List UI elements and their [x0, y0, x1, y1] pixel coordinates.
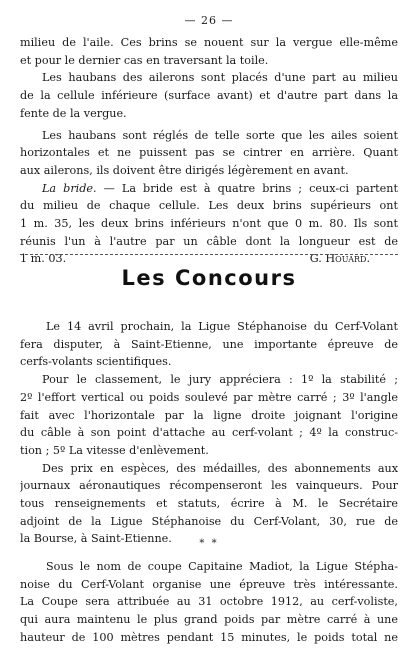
text-line: 2º l'effort vertical ou poids soulevé par mètre carré ; 3º l'angle — [20, 390, 398, 404]
section-divider — [20, 254, 398, 255]
text-line: horizontales et ne puissent pas se cintrer en arrière. Quant — [20, 146, 398, 160]
text-line: fente de la vergue. — [20, 106, 127, 120]
text-line: Les haubans des ailerons sont placés d'une part au milieu — [42, 71, 398, 85]
text-line: milieu de l'aile. Ces brins se nouent sur la vergue elle-même — [20, 36, 398, 49]
text-line: adjoint de la Ligue Stéphanoise du Cerf-Volant, 30, rue de — [20, 514, 398, 528]
bride-length: 1 m. 03. — [20, 252, 67, 266]
text-line: qui aura maintenu le plus grand poids par mètre carré à une — [20, 613, 398, 627]
text-line: La Coupe sera attribuée au 31 octobre 1912, au cerf-voliste, — [20, 595, 398, 609]
text-line: Des prix en espèces, des médailles, des abonnements aux — [42, 461, 398, 475]
subheading-la-bride: La bride. — [42, 181, 97, 195]
separator-stars: * * — [199, 538, 219, 549]
text-line: hauteur de 100 mètres pendant 15 minutes, le poids total ne — [20, 630, 398, 644]
text-line: du milieu de chaque cellule. Les deux brins supérieurs ont — [20, 199, 398, 213]
text-line: fait avec l'horizontale par la ligne droite joignant l'origine — [20, 408, 398, 422]
text-line: la Bourse, à Saint-Etienne. — [20, 532, 172, 546]
text-line: Le 14 avril prochain, la Ligue Stéphanoise du Cerf-Volant — [46, 320, 398, 333]
text-line: et pour le dernier cas en traversant la toile. — [20, 53, 269, 67]
text-line: tous renseignements et statuts, écrire à M. le Secrétaire — [20, 497, 398, 511]
text-line: de la cellule inférieure (surface avant) et d'autre part dans la — [20, 89, 398, 103]
concours-article — [20, 318, 398, 548]
text-line: aux ailerons, ils doivent être dirigés légèrement en avant. — [20, 163, 349, 177]
text-line: tion ; 5º La vitesse d'enlèvement. — [20, 443, 209, 457]
section-title: Les Concours — [121, 266, 297, 290]
text-line: Pour le classement, le jury appréciera : 1º la stabilité ; — [42, 373, 398, 387]
text-line: Les haubans sont réglés de telle sorte que les ailes soient — [42, 128, 398, 142]
author-signature: G. Houard. — [309, 252, 370, 266]
coupe-article — [20, 558, 398, 647]
text-line: du câble à son point d'attache au cerf-volant ; 4º la construc- — [20, 426, 398, 440]
text-line: noise du Cerf-Volant organise une épreuve très intéressante. — [20, 577, 398, 591]
text-line: Sous le nom de coupe Capitaine Madiot, la Ligue Stépha- — [46, 560, 398, 573]
article-continuation — [20, 34, 398, 268]
text-line: cerfs-volants scientifiques. — [20, 355, 172, 369]
text-line — [20, 180, 398, 198]
text-line: fera disputer, à Saint-Etienne, une importante épreuve de — [20, 337, 398, 351]
page-number: — 26 — — [184, 14, 234, 27]
text-line: 1 m. 35, les deux brins inférieurs n'ont que 0 m. 80. Ils sont — [20, 217, 398, 231]
text-line: réunis l'un à l'autre par un câble dont la longueur est de — [20, 234, 398, 248]
text-line: journaux aéronautiques récompenseront les vainqueurs. Pour — [20, 479, 398, 493]
text-span: — La bride est à quatre brins ; ceux-ci partent — [96, 181, 398, 195]
